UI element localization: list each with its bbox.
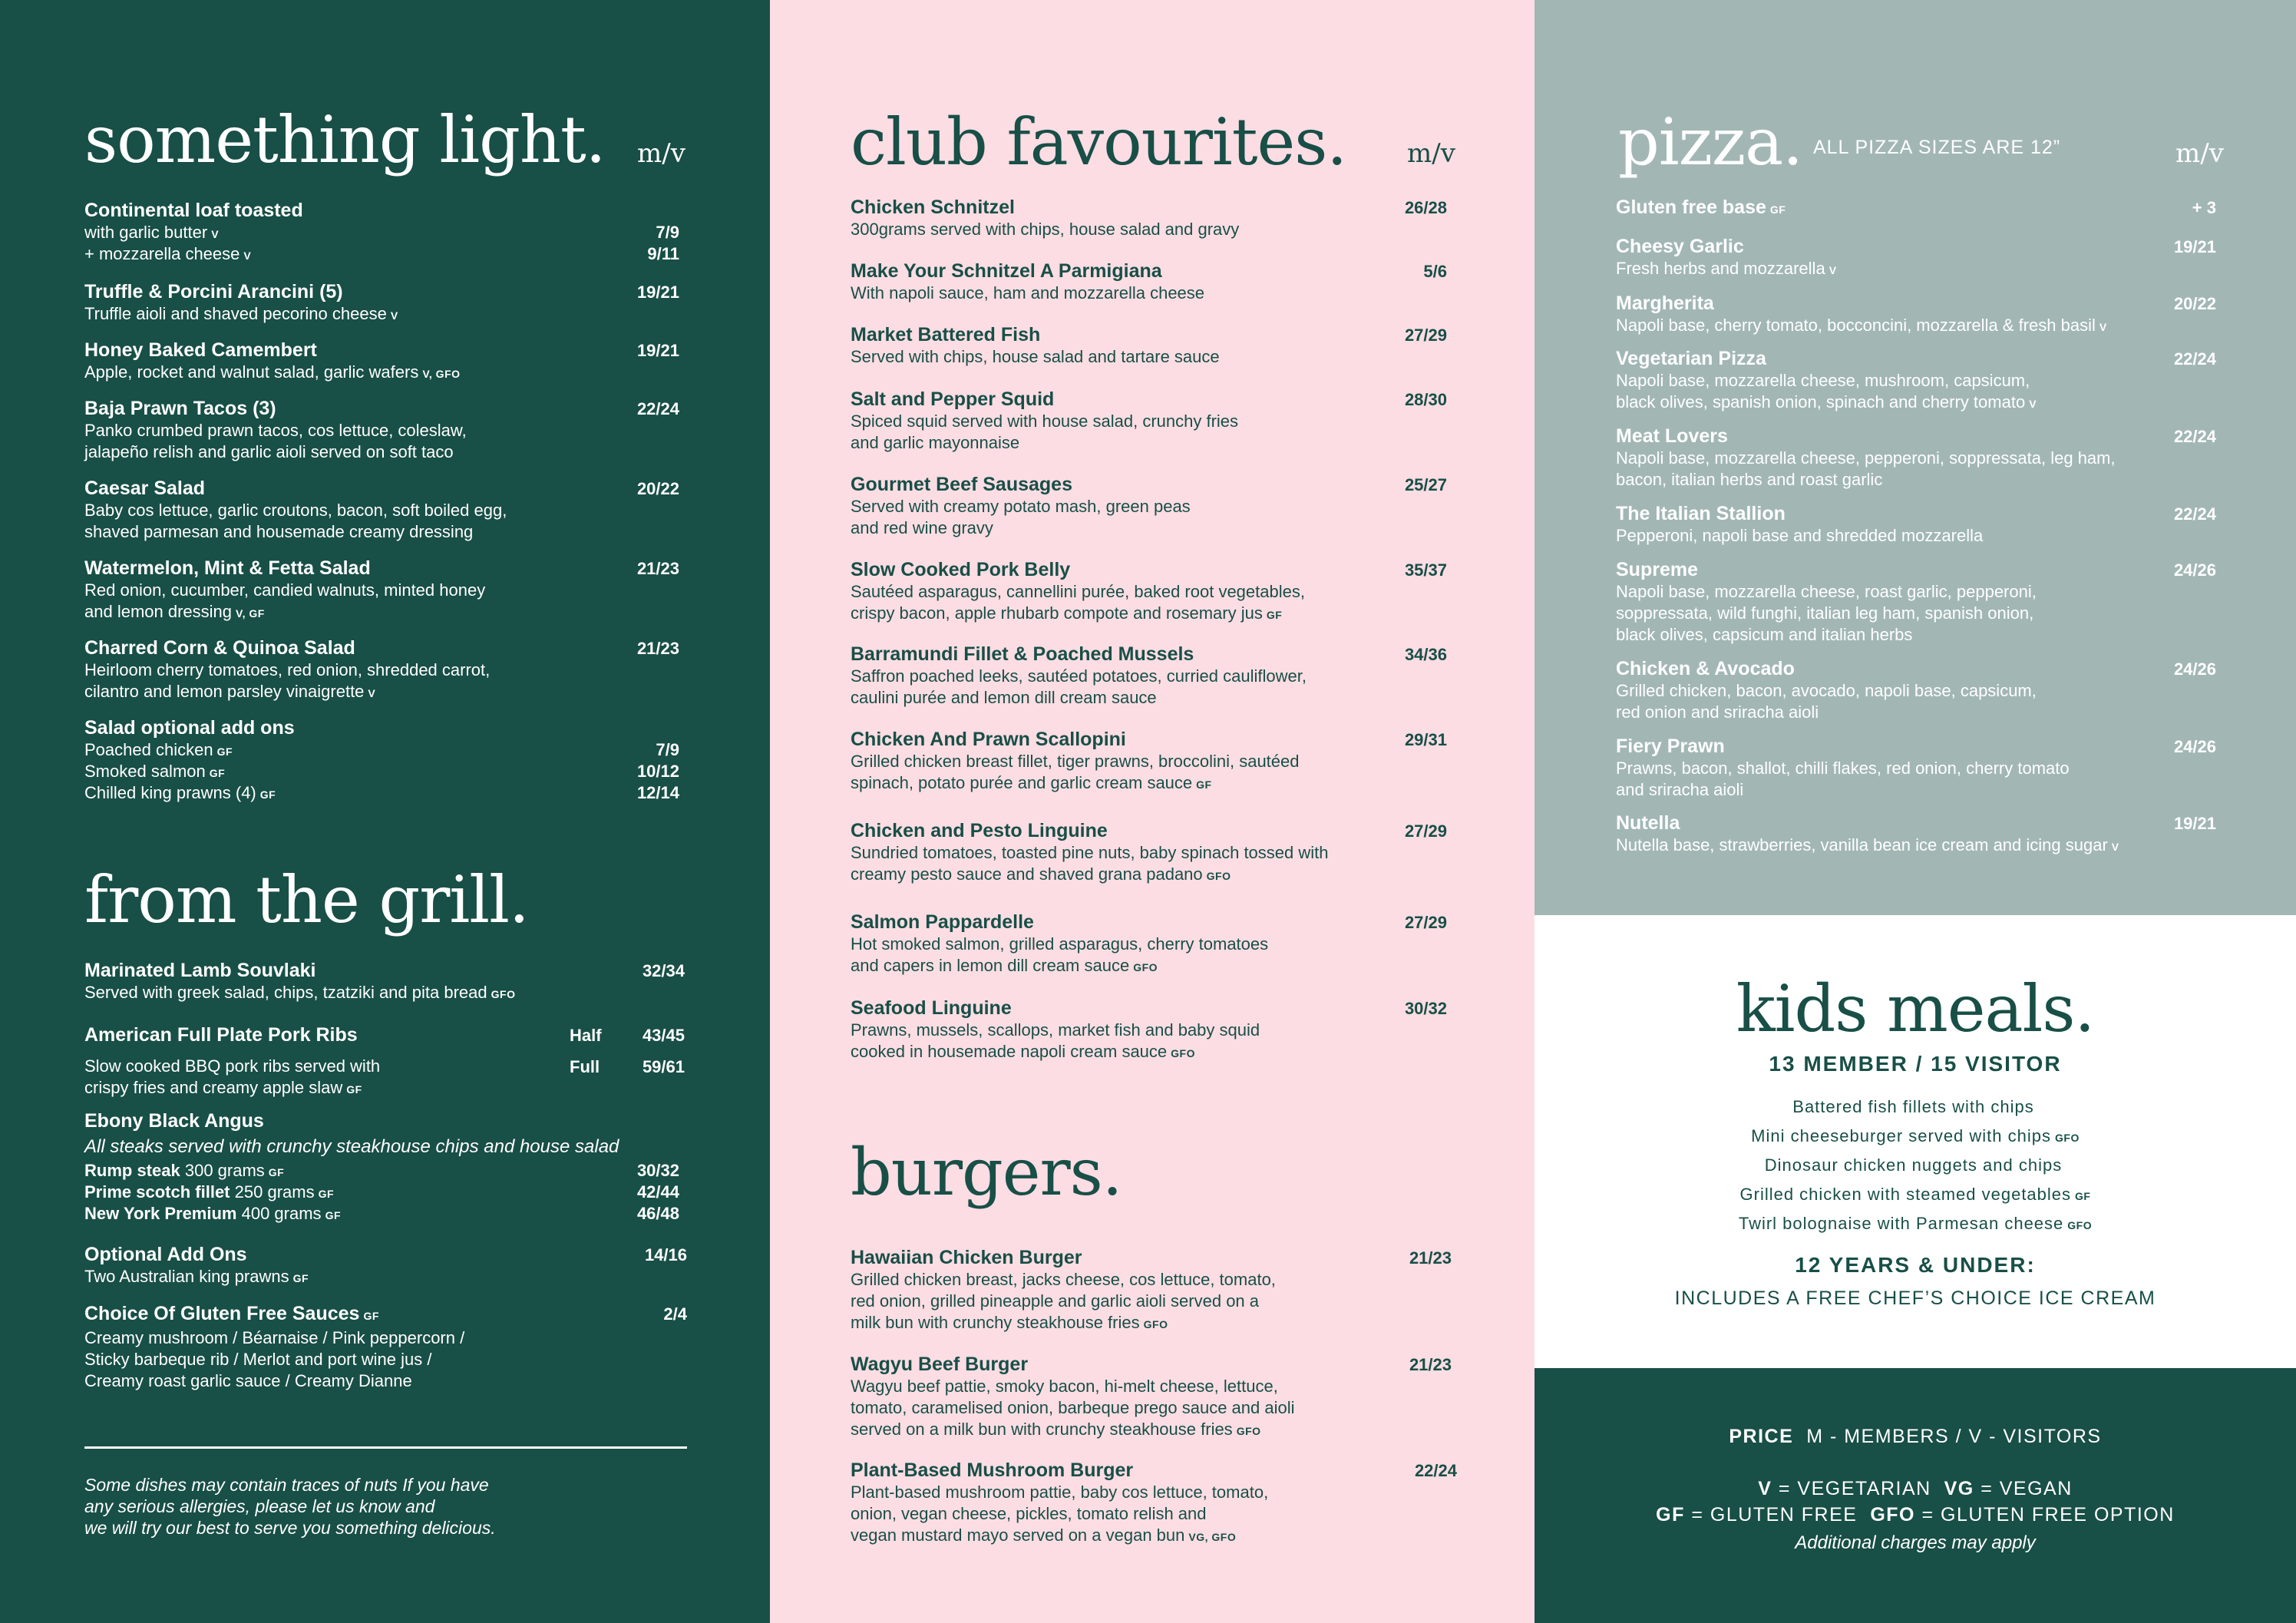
item-description: Wagyu beef pattie, smoky bacon, hi-melt cheese, lettuce, [851,1377,1278,1396]
dietary-tag: GF [363,1310,379,1322]
kids-price-line: 13 MEMBER / 15 VISITOR [1769,1052,2062,1076]
item-name: Vegetarian Pizza [1616,348,1766,369]
menu-item-continental-loaf [84,200,679,265]
menu-item-caesar-salad [84,478,679,543]
item-description: vegan mustard mayo served on a vegan bun VG, GFO [851,1525,1237,1545]
item-price: 22/24 [2173,504,2216,524]
menu-item-black-angus [84,1110,679,1225]
item-description: cilantro and lemon parsley vinaigrette V [84,682,376,701]
club-favourites-title: club favourites. [851,104,1347,180]
item-description: and garlic mayonnaise [851,433,1020,452]
item-description: Red onion, cucumber, candied walnuts, minted honey [84,580,486,600]
item-description: Prawns, bacon, shallot, chilli flakes, red onion, cherry tomato [1616,759,2070,778]
kids-item: Grilled chicken with steamed vegetables GF [1739,1185,2091,1204]
item-price: 22/24 [1414,1461,1457,1480]
item-price: 21/23 [636,639,679,658]
item-description: Saffron poached leeks, sautéed potatoes, curried cauliflower, [851,666,1307,686]
kids-ice-cream-note: INCLUDES A FREE CHEF’S CHOICE ICE CREAM [1674,1287,2156,1309]
item-name: Meat Lovers [1616,425,1728,447]
price-legend: PRICE M - MEMBERS / V - VISITORS [1729,1426,2102,1447]
item-description: shaved parmesan and housemade creamy dressing [84,522,474,541]
dietary-tag: GFO [491,988,516,1000]
option-text: Chilled king prawns (4) [84,783,256,802]
item-name: Salad optional add ons [84,717,295,739]
item-description: Grilled chicken, bacon, avocado, napoli base, capsicum, [1616,681,2037,700]
something-light-title: something light. [84,102,606,177]
menu-item-nutella [1616,812,2216,858]
item-description: Sautéed asparagus, cannellini purée, baked root vegetables, [851,582,1305,601]
kids-menu-list [1535,1093,2296,1239]
item-name: Chicken and Pesto Linguine [851,820,1108,841]
kids-item: Twirl bolognaise with Parmesan cheese GFO [1738,1214,2093,1233]
dietary-tag: GFO [2067,1219,2093,1231]
dietary-tag: GFO [1143,1318,1168,1330]
dietary-tag: V, GF [236,607,265,620]
item-description: Sticky barbeque rib / Merlot and port wine jus / [84,1350,432,1369]
item-description: Prawns, mussels, scallops, market fish and baby squid [851,1020,1260,1040]
steak-option-row: New York Premium 400 grams GF 46/48 [84,1204,679,1223]
item-price: 5/6 [1423,262,1447,281]
item-price: 28/30 [1404,390,1447,409]
item-name: American Full Plate Pork Ribs [84,1024,358,1046]
menu-item-optional-add-ons [84,1244,687,1289]
item-name: Chicken & Avocado [1616,658,1795,679]
dietary-tag: GF [1769,203,1786,216]
item-name: Plant-Based Mushroom Burger [851,1459,1134,1481]
item-description: creamy pesto sauce and shaved grana padano GFO [851,864,1231,884]
item-name: Market Battered Fish [851,324,1041,345]
item-name: Hawaiian Chicken Burger [851,1247,1082,1268]
club-mv-label: m/v [1407,138,1455,169]
menu-item-gluten-free-sauces [84,1303,687,1392]
item-description: Served with greek salad, chips, tzatziki and pita bread GFO [84,983,516,1002]
item-description: Spiced squid served with house salad, crunchy fries [851,412,1239,431]
item-name: Margherita [1616,293,1714,314]
item-description: and sriracha aioli [1616,780,1744,799]
item-price: 2/4 [663,1304,687,1324]
item-description: Baby cos lettuce, garlic croutons, bacon, soft boiled egg, [84,501,507,520]
item-description: Served with creamy potato mash, green peas [851,497,1191,516]
item-price: 21/23 [1409,1248,1452,1268]
menu-item-supreme [1616,559,2216,646]
burgers-title: burgers. [851,1135,1122,1210]
item-name: Salt and Pepper Squid [851,388,1055,410]
menu-item-chicken-avocado [1616,658,2216,723]
item-name: The Italian Stallion [1616,503,1786,524]
item-name: Ebony Black Angus [84,1110,264,1132]
menu-item-beef-sausages [851,474,1447,539]
item-name: Choice Of Gluten Free Sauces GF [84,1303,379,1324]
dietary-tag: V [211,228,220,240]
item-price: 7/9 [656,223,679,242]
dietary-tag: V, GFO [422,368,461,380]
dietary-tag: GFO [1206,870,1231,882]
item-price: 9/11 [647,244,679,263]
item-price: 22/24 [2173,349,2216,369]
item-option-row [84,222,679,243]
item-price: 19/21 [636,341,679,360]
club-burgers-panel [770,0,1535,1623]
item-description: Hot smoked salmon, grilled asparagus, cherry tomatoes [851,934,1269,954]
item-description: spinach, potato purée and garlic cream sauce GF [851,773,1212,792]
item-description: cooked in housemade napoli cream sauce GFO [851,1042,1195,1061]
item-description: Served with chips, house salad and tartare sauce [851,347,1220,366]
menu-item-wagyu-burger [851,1354,1452,1442]
item-price: 20/22 [636,479,679,498]
item-description: Apple, rocket and walnut salad, garlic wafers V, GFO [84,362,461,382]
light-grill-panel [0,0,770,1623]
menu-item-fiery-prawn [1616,735,2216,801]
item-description: 300grams served with chips, house salad and gravy [851,220,1240,239]
item-option-row [84,243,679,265]
option-text: + mozzarella cheese [84,244,240,263]
item-description: crispy bacon, apple rhubarb compote and rosemary jus GF [851,603,1283,623]
item-description: crispy fries and creamy apple slaw GF [84,1078,362,1097]
kids-item: Mini cheeseburger served with chips GFO [1751,1126,2080,1145]
menu-item-camembert [84,339,679,385]
menu-item-salad-add-ons [84,717,679,804]
dietary-tag: GF [325,1209,342,1221]
steak-option-row: Rump steak 300 grams GF 30/32 [84,1161,679,1180]
item-description: and red wine gravy [851,518,993,537]
menu-item-hawaiian-burger [851,1247,1452,1335]
item-name: Marinated Lamb Souvlaki [84,960,316,981]
item-description: Napoli base, cherry tomato, bocconcini, mozzarella & fresh basil V [1616,316,2107,335]
menu-item-salt-pepper-squid [851,388,1447,454]
item-description: Panko crumbed prawn tacos, cos lettuce, coleslaw, [84,421,467,440]
menu-item-cheesy-garlic [1616,236,2216,281]
dietary-tag: GF [268,1166,285,1178]
pizza-mv-label: m/v [2175,138,2224,169]
menu-item-pork-belly [851,559,1447,626]
item-name: Continental loaf toasted [84,200,303,221]
item-name: Chicken Schnitzel [851,197,1015,218]
legend-panel [1535,1368,2296,1623]
item-price: + 3 [2192,198,2216,217]
option-text: Poached chicken [84,740,213,759]
menu-item-seafood-linguine [851,997,1447,1064]
item-name: Cheesy Garlic [1616,236,1744,257]
item-description: Grilled chicken breast, jacks cheese, cos lettuce, tomato, [851,1270,1276,1289]
item-description: and capers in lemon dill cream sauce GFO [851,956,1158,975]
item-description: Plant-based mushroom pattie, baby cos lettuce, tomato, [851,1483,1269,1502]
item-price: 24/26 [2173,659,2216,679]
item-description: Napoli base, mozzarella cheese, roast garlic, pepperoni, [1616,582,2037,601]
item-price: 21/23 [1409,1355,1452,1374]
item-price: 19/21 [2173,237,2216,256]
dietary-tag: GF [1196,778,1212,791]
item-price: 14/16 [644,1245,687,1264]
item-description: caulini purée and lemon dill cream sauce [851,688,1157,707]
dietary-tag: V [2029,398,2037,410]
item-description: bacon, italian herbs and roast garlic [1616,470,1883,489]
item-price: 25/27 [1404,475,1447,494]
item-name: Fiery Prawn [1616,735,1725,757]
item-option-row [84,761,679,782]
steak-note: All steaks served with crunchy steakhouse chips and house salad [84,1136,619,1157]
menu-item-lamb-souvlaki [84,960,685,1005]
item-description: milk bun with crunchy steakhouse fries GFO [851,1313,1168,1332]
item-name: Seafood Linguine [851,997,1012,1019]
menu-item-vegetarian-pizza [1616,348,2216,415]
item-price: 26/28 [1404,198,1447,217]
kids-item: Battered fish fillets with chips [1792,1097,2034,1116]
item-price: 12/14 [636,783,679,802]
item-price: 30/32 [1404,999,1447,1018]
item-description: Heirloom cherry tomatoes, red onion, shredded carrot, [84,660,491,679]
menu-item-watermelon-salad [84,557,679,624]
item-description: jalapeño relish and garlic aioli served on soft taco [84,442,454,461]
item-price: 27/29 [1404,821,1447,841]
menu-item-mushroom-burger [851,1459,1457,1548]
item-description: Slow cooked BBQ pork ribs served with Full 59/61 [84,1056,685,1076]
item-price: 19/21 [636,283,679,302]
menu-item-gluten-free-base [1616,197,2216,221]
menu-item-scallopini [851,729,1447,795]
item-name: Salmon Pappardelle [851,911,1034,933]
item-name: Wagyu Beef Burger [851,1354,1029,1375]
item-description: Napoli base, mozzarella cheese, mushroom, capsicum, [1616,371,2030,390]
dietary-tag: GF [216,745,233,758]
item-name: Watermelon, Mint & Fetta Salad [84,557,371,579]
dietary-tag: GFO [2055,1132,2080,1144]
item-option-row [84,739,679,761]
item-price: 20/22 [2173,294,2216,313]
light-mv-label: m/v [637,138,685,169]
dietary-tag: V [243,250,252,262]
item-description: Pepperoni, napoli base and shredded mozzarella [1616,526,1984,545]
dietary-tag: GF [346,1083,362,1096]
item-description: served on a milk bun with crunchy steakhouse fries GFO [851,1420,1261,1439]
item-name: Honey Baked Camembert [84,339,317,361]
item-description: black olives, spanish onion, spinach and cherry tomato V [1616,392,2037,412]
dietary-tag: V [2099,321,2107,333]
kids-meals-title: kids meals. [1736,971,2095,1046]
menu-item-meat-lovers [1616,425,2216,491]
dietary-tag: V [390,309,398,322]
option-text: Smoked salmon [84,762,206,781]
pizza-panel [1535,0,2296,915]
item-description: Creamy roast garlic sauce / Creamy Dianne [84,1371,412,1390]
item-description: soppressata, wild funghi, italian leg ham, spanish onion, [1616,603,2034,623]
item-name: Optional Add Ons [84,1244,247,1265]
item-name: Baja Prawn Tacos (3) [84,398,276,419]
dietary-tag: GF [1266,609,1283,621]
item-description: red onion and sriracha aioli [1616,702,1819,722]
item-description: Truffle aioli and shaved pecorino cheese V [84,304,398,323]
dietary-tag: GF [2075,1190,2091,1202]
dietary-tag: GF [292,1272,309,1284]
item-description: Creamy mushroom / Béarnaise / Pink peppercorn / [84,1328,465,1347]
item-price: 22/24 [2173,427,2216,446]
item-description: onion, vegan cheese, pickles, tomato relish and [851,1504,1207,1523]
menu-item-parmigiana [851,260,1447,304]
dietary-tag: V [1829,264,1837,276]
item-price: 24/26 [2173,737,2216,756]
dietary-tag: VG, GFO [1188,1531,1237,1543]
from-the-grill-title: from the grill. [84,862,529,937]
menu-item-salmon-pappardelle [851,911,1447,978]
allergy-disclaimer: Some dishes may contain traces of nuts If you have any serious allergies, please let us know and we will try our best to serve you something delicious. [84,1475,496,1538]
additional-charges-note: Additional charges may apply [1795,1532,2036,1553]
item-price: 24/26 [2173,560,2216,580]
item-price: 35/37 [1404,560,1447,580]
menu-item-pork-ribs: American Full Plate Pork Ribs Half 43/45 Slow cooked BBQ pork ribs served with Full 59/61 crispy fries and creamy apple slaw GF [84,1024,685,1100]
item-description: Grilled chicken breast fillet, tiger prawns, broccolini, sautéed [851,752,1300,771]
menu-item-margherita [1616,293,2216,338]
menu-item-quinoa-salad [84,637,679,704]
menu-item-prawn-tacos [84,398,679,463]
menu-item-barramundi [851,643,1447,709]
item-description: With napoli sauce, ham and mozzarella cheese [851,283,1205,302]
item-description: Fresh herbs and mozzarella V [1616,259,1837,278]
item-description: and lemon dressing V, GF [84,602,265,621]
diet-legend-line-1: V = VEGETARIAN VG = VEGAN [1758,1478,2073,1499]
item-price: 32/34 [642,961,685,980]
option-text: with garlic butter [84,223,208,242]
item-price: 22/24 [636,399,679,418]
item-name: Make Your Schnitzel A Parmigiana [851,260,1162,282]
pizza-size-note: ALL PIZZA SIZES ARE 12” [1812,136,2061,158]
item-name: Caesar Salad [84,478,206,499]
item-name: Charred Corn & Quinoa Salad [84,637,355,659]
section-divider [84,1446,687,1449]
kids-item: Dinosaur chicken nuggets and chips [1764,1155,2063,1175]
item-name: Nutella [1616,812,1680,834]
dietary-tag: GF [318,1188,335,1200]
menu-item-pesto-linguine [851,820,1447,887]
kids-meals-panel [1535,915,2296,1368]
item-price: 19/21 [2173,814,2216,833]
item-price: 29/31 [1404,730,1447,749]
item-name: Gourmet Beef Sausages [851,474,1072,495]
dietary-tag: V [368,687,376,699]
item-name: Gluten free base GF [1616,197,1786,218]
item-description: red onion, grilled pineapple and garlic aioli served on a [851,1291,1260,1311]
item-price: 30/32 [636,1161,679,1180]
item-price: 21/23 [636,559,679,578]
dietary-tag: GF [209,767,226,779]
item-name: Chicken And Prawn Scallopini [851,729,1126,750]
item-description: Sundried tomatoes, toasted pine nuts, baby spinach tossed with [851,843,1329,862]
item-price: 42/44 [636,1182,679,1202]
item-option-row [84,782,679,804]
item-price: 7/9 [656,740,679,759]
menu-item-chicken-schnitzel [851,197,1447,240]
diet-legend-line-2: GF = GLUTEN FREE GFO = GLUTEN FREE OPTION [1656,1504,2175,1525]
item-description: Two Australian king prawns GF [84,1267,309,1286]
item-price: 46/48 [636,1204,679,1223]
item-name: Truffle & Porcini Arancini (5) [84,281,343,302]
item-description: tomato, caramelised onion, barbeque prego sauce and aioli [851,1398,1295,1417]
menu-item-arancini [84,281,679,326]
dietary-tag: GFO [1171,1047,1195,1059]
item-name: Supreme [1616,559,1698,580]
dietary-tag: GF [259,788,276,801]
kids-age-line: 12 YEARS & UNDER: [1795,1253,2036,1277]
dietary-tag: GFO [1133,961,1158,973]
item-description: Nutella base, strawberries, vanilla bean ice cream and icing sugar V [1616,835,2119,854]
dietary-tag: V [2111,841,2119,853]
item-description: black olives, capsicum and italian herbs [1616,625,1913,644]
item-name: Barramundi Fillet & Poached Mussels [851,643,1194,665]
item-description: Napoli base, mozzarella cheese, pepperoni, soppressata, leg ham, [1616,448,2116,468]
dietary-tag: GFO [1236,1425,1261,1437]
item-price: 27/29 [1404,326,1447,345]
pizza-title: pizza. ALL PIZZA SIZES ARE 12” [1618,104,2061,180]
item-price: 10/12 [636,762,679,781]
item-name: Slow Cooked Pork Belly [851,559,1071,580]
menu-item-italian-stallion [1616,503,2216,547]
steak-option-row: Prime scotch fillet 250 grams GF 42/44 [84,1182,679,1202]
item-price: 27/29 [1404,913,1447,932]
menu-item-battered-fish [851,324,1447,368]
item-price: 34/36 [1404,645,1447,664]
